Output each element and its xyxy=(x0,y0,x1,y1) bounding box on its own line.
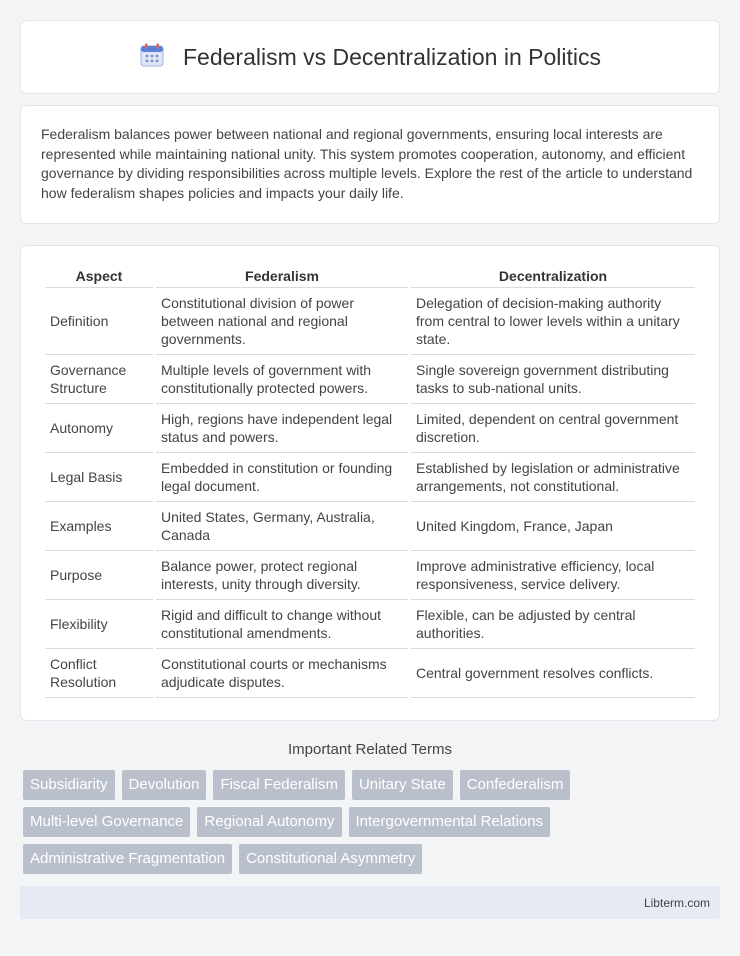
calendar-grid-icon xyxy=(139,42,165,73)
related-terms-tags xyxy=(20,770,720,874)
cell-federalism: Constitutional courts or mechanisms adjudicate disputes. xyxy=(156,649,408,698)
page-title: Federalism vs Decentralization in Politics xyxy=(183,43,601,70)
tag-intergovernmental-relations[interactable]: Intergovernmental Relations xyxy=(349,807,551,837)
table-header-row xyxy=(45,266,695,288)
tag-unitary-state[interactable]: Unitary State xyxy=(352,770,453,800)
footer-site-link[interactable]: Libterm.com xyxy=(643,895,710,910)
cell-aspect: Examples xyxy=(45,502,153,551)
cell-aspect: Conflict Resolution xyxy=(45,649,153,698)
cell-federalism: Multiple levels of government with constitutionally protected powers. xyxy=(156,355,408,404)
cell-decentralization: United Kingdom, France, Japan xyxy=(411,502,695,551)
cell-decentralization: Delegation of decision-making authority from central to lower levels within a unitary state. xyxy=(411,288,695,355)
cell-federalism: United States, Germany, Australia, Canada xyxy=(156,502,408,551)
table-row xyxy=(45,288,695,355)
tag-subsidiarity[interactable]: Subsidiarity xyxy=(23,770,115,800)
cell-federalism: High, regions have independent legal status and powers. xyxy=(156,404,408,453)
comparison-table xyxy=(42,266,698,698)
header-aspect: Aspect xyxy=(45,266,153,288)
cell-aspect: Flexibility xyxy=(45,600,153,649)
related-terms-title: Important Related Terms xyxy=(288,741,452,758)
cell-aspect: Purpose xyxy=(45,551,153,600)
table-row xyxy=(45,649,695,698)
cell-aspect: Definition xyxy=(45,288,153,355)
tag-devolution[interactable]: Devolution xyxy=(122,770,207,800)
tag-regional-autonomy[interactable]: Regional Autonomy xyxy=(197,807,341,837)
footer xyxy=(20,886,720,919)
cell-decentralization: Central government resolves conflicts. xyxy=(411,649,695,698)
intro-text: Federalism balances power between national and regional governments, ensuring local interests are represented while maintaining national unity. This system promotes cooperation, autonomy, and efficient governance by dividing responsibilities across multiple levels. Explore the rest of the article to understand how federalism shapes policies and impacts your daily life. xyxy=(41,126,693,201)
cell-federalism: Balance power, protect regional interests, unity through diversity. xyxy=(156,551,408,600)
comparison-table-card xyxy=(20,245,720,721)
cell-aspect: Legal Basis xyxy=(45,453,153,502)
table-row xyxy=(45,355,695,404)
table-row xyxy=(45,453,695,502)
tag-administrative-fragmentation[interactable]: Administrative Fragmentation xyxy=(23,844,232,874)
cell-federalism: Constitutional division of power between national and regional governments. xyxy=(156,288,408,355)
tag-confederalism[interactable]: Confederalism xyxy=(460,770,571,800)
title-card xyxy=(20,20,720,94)
tag-multi-level-governance[interactable]: Multi-level Governance xyxy=(23,807,190,837)
cell-federalism: Embedded in constitution or founding legal document. xyxy=(156,453,408,502)
cell-decentralization: Limited, dependent on central government discretion. xyxy=(411,404,695,453)
table-row xyxy=(45,404,695,453)
cell-aspect: Autonomy xyxy=(45,404,153,453)
intro-card xyxy=(20,105,720,224)
header-decentralization: Decentralization xyxy=(411,266,695,288)
header-federalism: Federalism xyxy=(156,266,408,288)
cell-federalism: Rigid and difficult to change without constitutional amendments. xyxy=(156,600,408,649)
table-row xyxy=(45,502,695,551)
cell-aspect: Governance Structure xyxy=(45,355,153,404)
table-row xyxy=(45,551,695,600)
cell-decentralization: Flexible, can be adjusted by central authorities. xyxy=(411,600,695,649)
table-row xyxy=(45,600,695,649)
cell-decentralization: Single sovereign government distributing tasks to sub-national units. xyxy=(411,355,695,404)
related-terms-section xyxy=(20,741,720,874)
tag-constitutional-asymmetry[interactable]: Constitutional Asymmetry xyxy=(239,844,422,874)
cell-decentralization: Improve administrative efficiency, local responsiveness, service delivery. xyxy=(411,551,695,600)
tag-fiscal-federalism[interactable]: Fiscal Federalism xyxy=(213,770,345,800)
cell-decentralization: Established by legislation or administrative arrangements, not constitutional. xyxy=(411,453,695,502)
